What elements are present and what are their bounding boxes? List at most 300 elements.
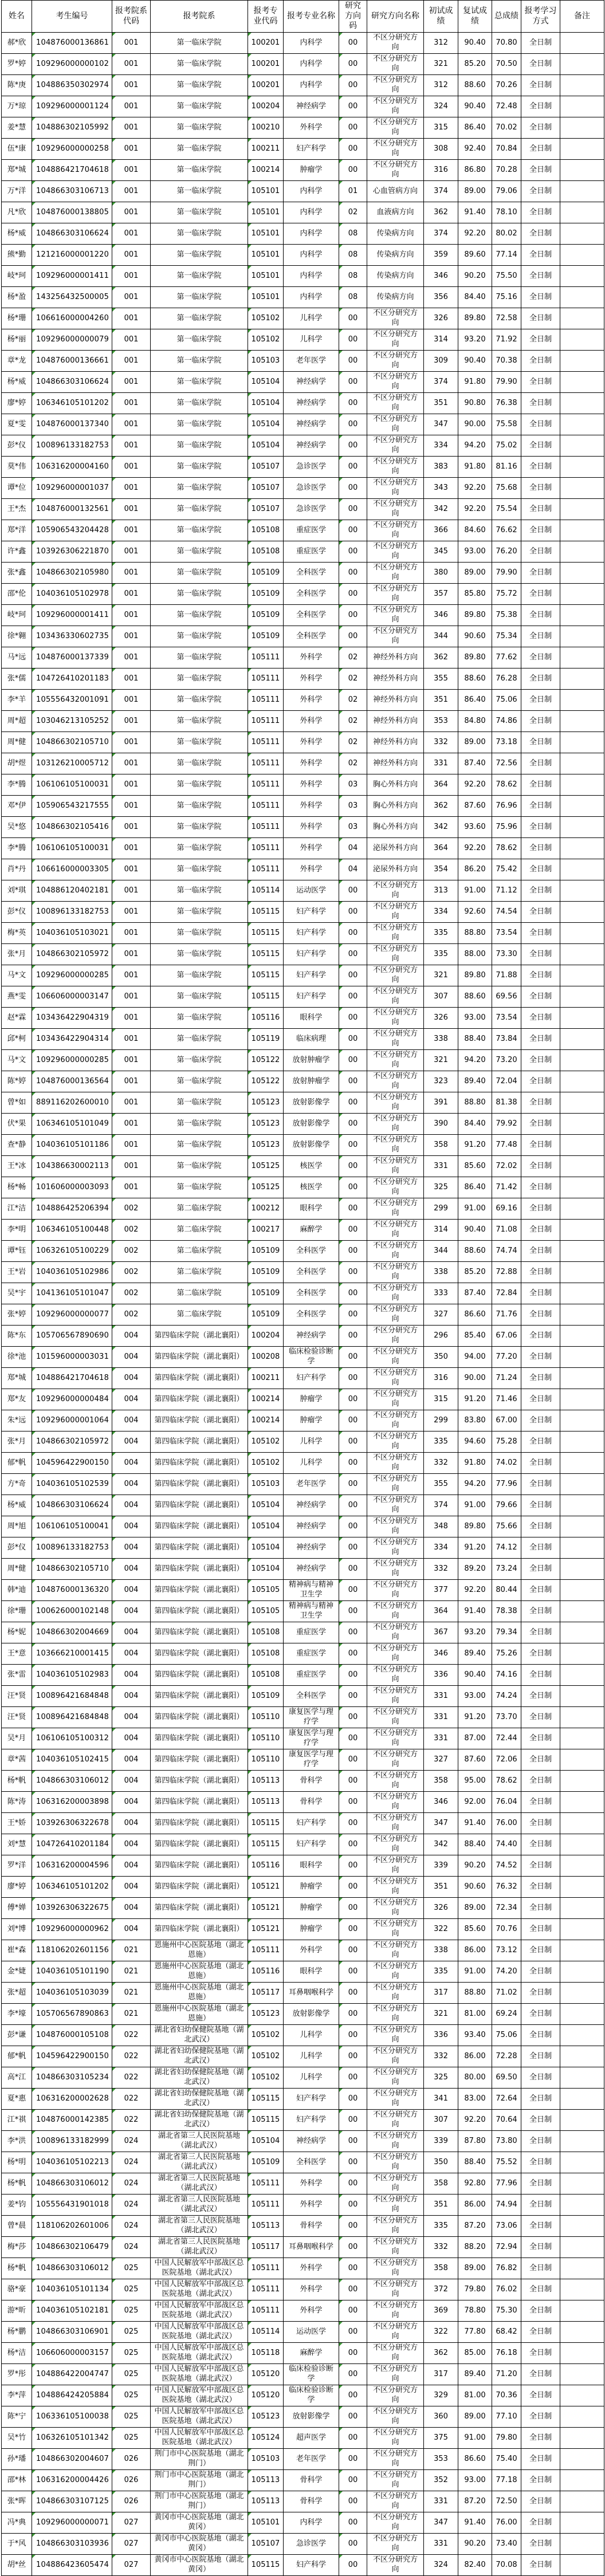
table-cell-remark [560, 2194, 604, 2216]
table-cell-total-score: 73.12 [492, 1940, 521, 1961]
table-cell-major: 急诊医学 [284, 2534, 339, 2555]
table-row [2, 329, 604, 351]
table-cell-candidate-no: 104866303106624 [32, 372, 112, 393]
table-cell-name: 徐*翱 [2, 626, 32, 647]
table-cell-dept: 恩施州中心医院基地（湖北恩施） [151, 1940, 248, 1961]
table-cell-initial-score: 345 [424, 541, 458, 563]
table-row [2, 1050, 604, 1071]
table-cell-dept-code: 001 [112, 266, 151, 287]
table-cell-dept: 中国人民解放军中部战区总医院基地（湖北武汉） [151, 2406, 248, 2428]
table-cell-dept: 第一临床学院 [151, 308, 248, 329]
table-cell-retest-score: 92.00 [458, 1792, 492, 1813]
table-cell-direction-code: 00 [339, 1516, 367, 1537]
table-cell-study-mode: 全日制 [521, 1283, 560, 1304]
table-cell-remark [560, 1601, 604, 1622]
table-cell-dept: 第一临床学院 [151, 838, 248, 859]
table-cell-study-mode: 全日制 [521, 541, 560, 563]
table-cell-direction: 不区分研究方向 [367, 1495, 424, 1516]
table-cell-study-mode: 全日制 [521, 1877, 560, 1898]
header-cell-dept-code: 报考院系代码 [112, 1, 151, 33]
table-cell-direction-code: 00 [339, 2046, 367, 2067]
table-cell-study-mode: 全日制 [521, 2428, 560, 2449]
table-cell-dept: 第二临床学院 [151, 1198, 248, 1220]
table-cell-total-score: 72.94 [492, 2237, 521, 2258]
table-cell-dept-code: 002 [112, 1241, 151, 1262]
table-cell-dept-code: 001 [112, 1114, 151, 1135]
table-cell-dept-code: 004 [112, 1326, 151, 1347]
table-cell-initial-score: 359 [424, 245, 458, 266]
table-cell-direction: 不区分研究方向 [367, 457, 424, 478]
table-cell-dept: 中国人民解放军中部战区总医院基地（湖北武汉） [151, 2343, 248, 2364]
table-cell-direction: 不区分研究方向 [367, 563, 424, 584]
table-cell-major-code: 105115 [248, 2555, 284, 2576]
table-cell-major: 妇产科学 [284, 1368, 339, 1389]
table-cell-initial-score: 347 [424, 2512, 458, 2534]
table-cell-initial-score: 354 [424, 859, 458, 880]
table-cell-candidate-no: 106606000003147 [32, 986, 112, 1008]
table-cell-remark [560, 1580, 604, 1601]
table-cell-remark [560, 2131, 604, 2152]
table-cell-retest-score: 90.00 [458, 1368, 492, 1389]
table-cell-study-mode: 全日制 [521, 817, 560, 838]
table-cell-total-score: 72.04 [492, 1071, 521, 1092]
table-row [2, 520, 604, 541]
table-cell-direction-code: 00 [339, 1071, 367, 1092]
table-cell-dept-code: 021 [112, 2004, 151, 2025]
table-cell-dept: 第一临床学院 [151, 266, 248, 287]
table-row [2, 753, 604, 774]
table-cell-remark [560, 2300, 604, 2322]
table-cell-major-code: 105102 [248, 2025, 284, 2046]
table-cell-name: 吴*悠 [2, 817, 32, 838]
table-cell-direction-code: 00 [339, 986, 367, 1008]
table-cell-total-score: 75.50 [492, 266, 521, 287]
table-cell-remark [560, 33, 604, 54]
table-cell-major: 外科学 [284, 690, 339, 711]
table-cell-initial-score: 346 [424, 605, 458, 626]
table-cell-major: 核医学 [284, 1156, 339, 1177]
table-cell-direction: 不区分研究方向 [367, 1368, 424, 1389]
table-cell-direction-code: 00 [339, 372, 367, 393]
table-cell-dept-code: 001 [112, 499, 151, 520]
table-cell-initial-score: 346 [424, 1792, 458, 1813]
table-cell-study-mode: 全日制 [521, 308, 560, 329]
table-cell-study-mode: 全日制 [521, 96, 560, 117]
table-cell-remark [560, 880, 604, 902]
table-cell-retest-score: 88.60 [458, 668, 492, 690]
table-cell-major: 放射肿瘤学 [284, 1071, 339, 1092]
table-cell-dept-code: 025 [112, 2343, 151, 2364]
table-row [2, 1749, 604, 1771]
table-cell-direction: 不区分研究方向 [367, 626, 424, 647]
table-cell-remark [560, 160, 604, 181]
table-row [2, 1029, 604, 1050]
table-cell-study-mode: 全日制 [521, 1516, 560, 1537]
table-cell-remark [560, 2089, 604, 2110]
table-cell-candidate-no: 106106105100031 [32, 838, 112, 859]
table-cell-name: 万*琼 [2, 96, 32, 117]
table-cell-name: 邓*伊 [2, 796, 32, 817]
table-cell-dept: 荆门市中心医院基地（湖北荆门） [151, 2449, 248, 2470]
table-cell-dept: 第一临床学院 [151, 329, 248, 351]
table-cell-initial-score: 342 [424, 499, 458, 520]
table-cell-name: 邵*伦 [2, 584, 32, 605]
table-cell-total-score: 72.48 [492, 96, 521, 117]
table-cell-direction-code: 00 [339, 54, 367, 75]
table-cell-major-code: 105114 [248, 2322, 284, 2343]
table-cell-candidate-no: 104726410201183 [32, 668, 112, 690]
table-cell-name: 罗*婷 [2, 54, 32, 75]
table-cell-dept: 第一临床学院 [151, 668, 248, 690]
table-cell-candidate-no: 104036105102983 [32, 1665, 112, 1686]
table-cell-candidate-no: 109296000000484 [32, 1389, 112, 1410]
table-cell-dept: 第二临床学院 [151, 1241, 248, 1262]
table-row [2, 1855, 604, 1877]
table-cell-initial-score: 323 [424, 1071, 458, 1092]
table-cell-major-code: 105101 [248, 245, 284, 266]
table-cell-name: 杨*鹏 [2, 2322, 32, 2343]
table-cell-dept-code: 027 [112, 2512, 151, 2534]
table-cell-retest-score: 91.40 [458, 202, 492, 223]
table-cell-total-score: 74.54 [492, 902, 521, 923]
table-cell-remark [560, 1749, 604, 1771]
table-cell-major-code: 105122 [248, 1050, 284, 1071]
table-cell-direction: 不区分研究方向 [367, 1898, 424, 1919]
table-cell-dept: 第四临床学院（湖北襄阳） [151, 1410, 248, 1431]
table-cell-remark [560, 2279, 604, 2300]
table-cell-study-mode: 全日制 [521, 1304, 560, 1326]
table-cell-retest-score: 92.20 [458, 838, 492, 859]
table-cell-initial-score: 327 [424, 1304, 458, 1326]
table-row [2, 2491, 604, 2512]
table-cell-study-mode: 全日制 [521, 1029, 560, 1050]
table-cell-total-score: 73.84 [492, 1029, 521, 1050]
table-cell-name: 江*祺 [2, 2110, 32, 2131]
table-row [2, 202, 604, 223]
table-cell-direction-code: 00 [339, 2512, 367, 2534]
header-cell-dept: 报考院系 [151, 1, 248, 33]
table-cell-remark [560, 499, 604, 520]
table-cell-initial-score: 358 [424, 1771, 458, 1792]
table-cell-major: 儿科学 [284, 329, 339, 351]
table-cell-major: 骨科学 [284, 2491, 339, 2512]
table-cell-name: 王*冰 [2, 1156, 32, 1177]
table-cell-dept: 第二临床学院 [151, 1262, 248, 1283]
table-row [2, 308, 604, 329]
table-cell-study-mode: 全日制 [521, 774, 560, 796]
table-cell-study-mode: 全日制 [521, 1707, 560, 1728]
table-cell-direction-code: 00 [339, 1919, 367, 1940]
table-cell-direction-code: 00 [339, 520, 367, 541]
table-cell-dept: 第四临床学院（湖北襄阳） [151, 1855, 248, 1877]
table-row [2, 33, 604, 54]
table-row [2, 1665, 604, 1686]
table-cell-dept: 第一临床学院 [151, 96, 248, 117]
table-cell-remark [560, 902, 604, 923]
table-cell-total-score: 72.02 [492, 1156, 521, 1177]
table-cell-candidate-no: 106326105100229 [32, 1241, 112, 1262]
table-cell-candidate-no: 109296000000079 [32, 329, 112, 351]
table-cell-candidate-no: 104866302105710 [32, 732, 112, 753]
table-cell-dept: 第一临床学院 [151, 1071, 248, 1092]
table-cell-dept-code: 001 [112, 647, 151, 668]
table-cell-dept: 第四临床学院（湖北襄阳） [151, 1347, 248, 1368]
table-cell-dept: 第四临床学院（湖北襄阳） [151, 1368, 248, 1389]
table-cell-total-score: 70.80 [492, 33, 521, 54]
table-cell-direction: 不区分研究方向 [367, 393, 424, 414]
table-cell-major: 神经病学 [284, 1537, 339, 1559]
table-cell-direction: 不区分研究方向 [367, 1453, 424, 1474]
table-cell-initial-score: 362 [424, 796, 458, 817]
table-cell-major-code: 105123 [248, 1092, 284, 1114]
table-cell-study-mode: 全日制 [521, 2173, 560, 2194]
table-cell-name: 马*文 [2, 965, 32, 986]
table-cell-name: 李*洪 [2, 2131, 32, 2152]
table-cell-major: 妇产科学 [284, 965, 339, 986]
table-cell-dept-code: 001 [112, 923, 151, 944]
table-cell-name: 罗*洋 [2, 1855, 32, 1877]
table-cell-total-score: 78.62 [492, 838, 521, 859]
table-cell-direction: 不区分研究方向 [367, 1707, 424, 1728]
table-cell-name: 陈*涛 [2, 1792, 32, 1813]
table-cell-dept: 第一临床学院 [151, 1135, 248, 1156]
table-cell-initial-score: 380 [424, 563, 458, 584]
table-cell-remark [560, 1537, 604, 1559]
table-cell-candidate-no: 106316200004160 [32, 457, 112, 478]
table-cell-total-score: 68.42 [492, 2322, 521, 2343]
table-cell-remark [560, 1707, 604, 1728]
table-cell-study-mode: 全日制 [521, 880, 560, 902]
table-cell-remark [560, 1771, 604, 1792]
table-cell-retest-score: 93.60 [458, 817, 492, 838]
table-cell-dept-code: 004 [112, 1601, 151, 1622]
table-cell-initial-score: 307 [424, 2110, 458, 2131]
table-cell-candidate-no: 104036105101190 [32, 1961, 112, 1983]
table-cell-retest-score: 91.40 [458, 1813, 492, 1834]
table-cell-direction-code: 00 [339, 2279, 367, 2300]
table-cell-name: 彭*仪 [2, 1537, 32, 1559]
table-cell-remark [560, 2385, 604, 2406]
table-cell-study-mode: 全日制 [521, 1177, 560, 1198]
table-cell-direction: 神经外科方向 [367, 647, 424, 668]
table-cell-initial-score: 347 [424, 414, 458, 435]
table-cell-study-mode: 全日制 [521, 1326, 560, 1347]
table-cell-direction: 神经外科方向 [367, 711, 424, 732]
table-row [2, 2279, 604, 2300]
table-cell-remark [560, 2004, 604, 2025]
table-cell-major-code: 105111 [248, 647, 284, 668]
table-cell-total-score: 74.20 [492, 1961, 521, 1983]
table-cell-retest-score: 87.60 [458, 1749, 492, 1771]
table-cell-direction-code: 00 [339, 1389, 367, 1410]
table-cell-major-code: 105109 [248, 1241, 284, 1262]
table-cell-major: 神经病学 [284, 1516, 339, 1537]
table-cell-retest-score: 93.00 [458, 541, 492, 563]
table-cell-retest-score: 85.00 [458, 2343, 492, 2364]
table-cell-total-score: 74.74 [492, 1241, 521, 1262]
table-row [2, 2406, 604, 2428]
table-cell-candidate-no: 109296000001064 [32, 1410, 112, 1431]
table-cell-name: 熊*勤 [2, 245, 32, 266]
table-cell-direction-code: 00 [339, 117, 367, 139]
table-cell-name: 邱*柯 [2, 1029, 32, 1050]
table-cell-major: 重症医学 [284, 1665, 339, 1686]
table-cell-study-mode: 全日制 [521, 796, 560, 817]
table-cell-major-code: 105111 [248, 859, 284, 880]
table-cell-total-score: 74.86 [492, 711, 521, 732]
table-cell-initial-score: 339 [424, 1855, 458, 1877]
table-cell-remark [560, 753, 604, 774]
table-cell-retest-score: 90.20 [458, 266, 492, 287]
table-cell-direction: 胸心外科方向 [367, 796, 424, 817]
table-cell-dept-code: 026 [112, 2470, 151, 2491]
table-cell-initial-score: 316 [424, 1368, 458, 1389]
table-cell-remark [560, 308, 604, 329]
table-cell-total-score: 71.76 [492, 1304, 521, 1326]
table-row [2, 1898, 604, 1919]
table-cell-name: 莫*伟 [2, 457, 32, 478]
table-cell-major: 神经病学 [284, 1559, 339, 1580]
table-cell-major: 重症医学 [284, 520, 339, 541]
table-cell-candidate-no: 121216000001220 [32, 245, 112, 266]
table-cell-total-score: 77.14 [492, 245, 521, 266]
table-cell-retest-score: 88.80 [458, 923, 492, 944]
table-cell-remark [560, 1898, 604, 1919]
table-cell-retest-score: 93.00 [458, 1008, 492, 1029]
table-cell-dept-code: 001 [112, 223, 151, 245]
table-cell-retest-score: 91.80 [458, 1453, 492, 1474]
table-cell-initial-score: 360 [424, 2406, 458, 2428]
table-cell-candidate-no: 104036105101134 [32, 2279, 112, 2300]
table-cell-name: 张*月 [2, 1431, 32, 1453]
table-cell-study-mode: 全日制 [521, 1940, 560, 1961]
table-cell-name: 郑*城 [2, 1368, 32, 1389]
table-cell-name: 曾*晨 [2, 2216, 32, 2237]
table-cell-major-code: 105104 [248, 1495, 284, 1516]
table-cell-remark [560, 1919, 604, 1940]
table-cell-major-code: 105121 [248, 1877, 284, 1898]
table-cell-major: 外科学 [284, 2194, 339, 2216]
table-row [2, 1092, 604, 1114]
table-cell-candidate-no: 104596422900150 [32, 1453, 112, 1474]
table-cell-study-mode: 全日制 [521, 1220, 560, 1241]
table-cell-remark [560, 1983, 604, 2004]
table-cell-direction: 不区分研究方向 [367, 584, 424, 605]
table-cell-major: 妇产科学 [284, 944, 339, 965]
table-cell-retest-score: 91.00 [458, 1198, 492, 1220]
table-cell-direction: 传染病方向 [367, 287, 424, 308]
table-cell-total-score: 76.38 [492, 393, 521, 414]
table-cell-name: 李*腾 [2, 774, 32, 796]
table-cell-name: 徐*珊 [2, 1601, 32, 1622]
table-cell-name: 张*婷 [2, 1304, 32, 1326]
table-cell-direction-code: 02 [339, 753, 367, 774]
table-cell-remark [560, 1855, 604, 1877]
table-cell-major-code: 105105 [248, 1580, 284, 1601]
table-cell-dept-code: 004 [112, 1537, 151, 1559]
table-row [2, 1686, 604, 1707]
table-cell-study-mode: 全日制 [521, 1262, 560, 1283]
table-cell-dept-code: 004 [112, 1728, 151, 1749]
table-cell-dept-code: 001 [112, 117, 151, 139]
table-cell-dept-code: 004 [112, 1707, 151, 1728]
table-row [2, 393, 604, 414]
table-cell-candidate-no: 109296000001037 [32, 478, 112, 499]
table-cell-candidate-no: 104876000136661 [32, 351, 112, 372]
table-cell-dept-code: 001 [112, 902, 151, 923]
table-cell-direction: 不区分研究方向 [367, 2216, 424, 2237]
table-cell-dept: 第一临床学院 [151, 1177, 248, 1198]
table-cell-retest-score: 87.00 [458, 1728, 492, 1749]
table-cell-study-mode: 全日制 [521, 1834, 560, 1855]
table-cell-initial-score: 338 [424, 1940, 458, 1961]
table-cell-dept: 第一临床学院 [151, 520, 248, 541]
table-cell-direction-code: 03 [339, 796, 367, 817]
table-cell-total-score: 69.16 [492, 1198, 521, 1220]
table-cell-major: 外科学 [284, 774, 339, 796]
table-cell-direction-code: 00 [339, 2131, 367, 2152]
table-cell-dept: 湖北省妇幼保健院基地（湖北武汉） [151, 2067, 248, 2089]
table-cell-dept: 第一临床学院 [151, 478, 248, 499]
table-cell-candidate-no: 143256432500005 [32, 287, 112, 308]
table-cell-dept-code: 001 [112, 796, 151, 817]
table-cell-remark [560, 1071, 604, 1092]
table-cell-name: 张*鑫 [2, 563, 32, 584]
table-cell-major-code: 105102 [248, 2067, 284, 2089]
table-cell-major: 外科学 [284, 2173, 339, 2194]
table-row [2, 1961, 604, 1983]
table-cell-major-code: 105104 [248, 1516, 284, 1537]
table-cell-study-mode: 全日制 [521, 245, 560, 266]
table-cell-study-mode: 全日制 [521, 1241, 560, 1262]
table-cell-dept-code: 001 [112, 33, 151, 54]
table-body [2, 33, 604, 2576]
table-cell-retest-score: 83.80 [458, 1410, 492, 1431]
table-cell-initial-score: 326 [424, 308, 458, 329]
table-cell-candidate-no: 104886120402181 [32, 880, 112, 902]
table-cell-dept-code: 001 [112, 880, 151, 902]
table-cell-direction: 不区分研究方向 [367, 1559, 424, 1580]
table-cell-dept-code: 001 [112, 965, 151, 986]
table-cell-direction: 不区分研究方向 [367, 75, 424, 96]
table-cell-major-code: 100211 [248, 1368, 284, 1389]
table-cell-dept: 中国人民解放军中部战区总医院基地（湖北武汉） [151, 2322, 248, 2343]
table-cell-direction: 不区分研究方向 [367, 1050, 424, 1071]
table-cell-initial-score: 315 [424, 117, 458, 139]
table-cell-study-mode: 全日制 [521, 435, 560, 457]
table-cell-name: 姜*钧 [2, 2194, 32, 2216]
table-cell-initial-score: 317 [424, 2364, 458, 2385]
table-cell-study-mode: 全日制 [521, 287, 560, 308]
table-cell-dept-code: 001 [112, 520, 151, 541]
table-cell-total-score: 73.18 [492, 732, 521, 753]
table-cell-retest-score: 90.40 [458, 1220, 492, 1241]
table-cell-retest-score: 88.80 [458, 1092, 492, 1114]
table-cell-dept-code: 004 [112, 1389, 151, 1410]
table-cell-major: 精神病与精神卫生学 [284, 1601, 339, 1622]
table-cell-candidate-no: 105906543217555 [32, 796, 112, 817]
table-row [2, 986, 604, 1008]
table-cell-study-mode: 全日制 [521, 1961, 560, 1983]
table-cell-name: 杨*丽 [2, 329, 32, 351]
table-cell-major-code: 105115 [248, 923, 284, 944]
table-cell-major-code: 105113 [248, 2216, 284, 2237]
table-cell-candidate-no: 106336105100038 [32, 2406, 112, 2428]
table-cell-direction: 不区分研究方向 [367, 923, 424, 944]
table-cell-dept-code: 001 [112, 690, 151, 711]
table-cell-remark [560, 1050, 604, 1071]
table-cell-remark [560, 2046, 604, 2067]
